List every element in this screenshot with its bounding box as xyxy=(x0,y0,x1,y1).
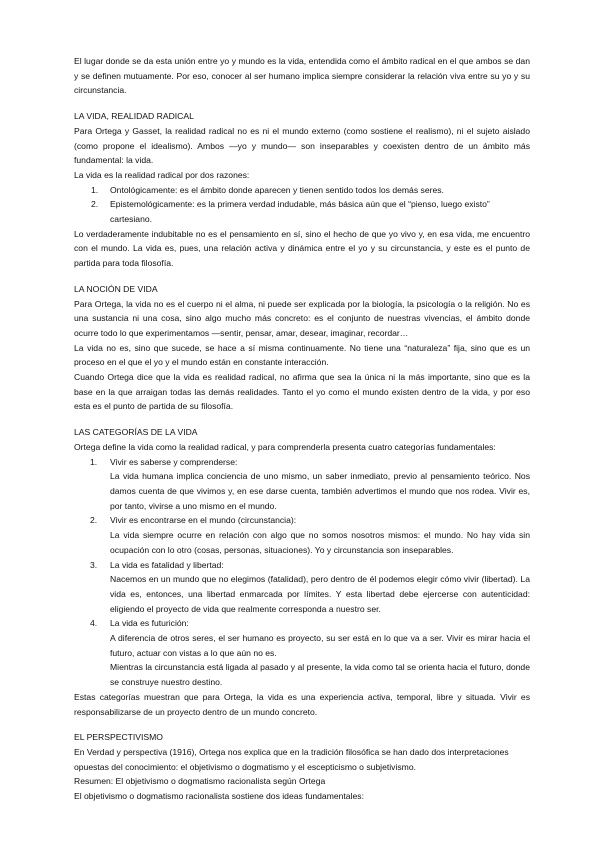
category-body: A diferencia de otros seres, el ser humano es proyecto, su ser está en lo que va a ser. Vivir es mirar hacia el futuro, actuar con vistas a lo que aún no es. xyxy=(110,633,530,658)
category-head: La vida es fatalidad y libertad: xyxy=(110,559,224,570)
section-title-nocion-de-vida: LA NOCIÓN DE VIDA xyxy=(74,283,158,294)
paragraph: Estas categorías muestran que para Ortega, la vida es una experiencia activa, temporal, libre y situada. Vivir es responsabilizarse de un proyecto dentro de un mundo concreto. xyxy=(74,691,530,717)
category-head: La vida es futurición: xyxy=(110,618,189,629)
paragraph: Cuando Ortega dice que la vida es realidad radical, no afirma que sea la única ni la más importante, sino que es la base en la que arraigan todas las demás realidades. Tanto el yo como el mundo existen dentro de la vida, y por eso esta es el punto de partida de su filosofía. xyxy=(74,372,530,412)
section-title-vida-realidad-radical: LA VIDA, REALIDAD RADICAL xyxy=(74,111,194,122)
paragraph: Resumen: El objetivismo o dogmatismo racionalista según Ortega xyxy=(74,776,326,787)
category-body: La vida siempre ocurre en relación con algo que no somos nosotros mismos: el mundo. No hay vida sin ocupación con lo otro (cosas, personas, situaciones). Yo y circunstancia son inseparables. xyxy=(110,530,530,555)
list-item: 2. Epistemológicamente: es la primera verdad indudable, más básica aún que el “pienso, luego existo” cartesiano. xyxy=(91,199,490,225)
numbered-list xyxy=(74,183,530,227)
section-title-perspectivismo: EL PERSPECTIVISMO xyxy=(74,732,163,743)
category-head: Vivir es saberse y comprenderse: xyxy=(110,456,238,467)
category-item: 1. Vivir es saberse y comprenderse: La vida humana implica conciencia de uno mismo, un saber inmediato, previo al pensamiento teórico. Nos damos cuenta de que vivimos y, en ese darse cuenta, también advertimos el mundo que nos rodea. Vivir es, por tanto, vivirse a uno mismo en el mundo. xyxy=(74,455,530,514)
paragraph: El objetivismo o dogmatismo racionalista sostiene dos ideas fundamentales: xyxy=(74,791,364,802)
paragraph: La vida es la realidad radical por dos razones: xyxy=(74,169,250,180)
paragraph: La vida no es, sino que sucede, se hace a sí misma continuamente. No tiene una “naturaleza” fija, sino que es un proceso en el que el yo y el mundo están en constante interacción. xyxy=(74,342,530,368)
category-body: La vida humana implica conciencia de uno mismo, un saber inmediato, previo al pensamiento teórico. Nos damos cuenta de que vivimos y, en ese darse cuenta, también advertimos el mundo que nos rodea. Vivir es, por tanto, vivirse a uno mismo en el mundo. xyxy=(110,471,530,511)
paragraph: Ortega define la vida como la realidad radical, y para comprenderla presenta cuatro categorías fundamentales: xyxy=(74,441,496,452)
category-item: 2. Vivir es encontrarse en el mundo (circunstancia): La vida siempre ocurre en relación con algo que no somos nosotros mismos: el mundo. No hay vida sin ocupación con lo otro (cosas, personas, situaciones). Yo y circunstancia son inseparables. xyxy=(74,513,530,557)
category-item: 4. La vida es futurición: A diferencia de otros seres, el ser humano es proyecto, su ser está en lo que va a ser. Vivir es mirar hacia el futuro, actuar con vistas a lo que aún no es. Mientras la circunstancia está ligada al pasado y al presente, la vida como tal se orienta hacia el futuro, donde se construye nuestro destino. xyxy=(74,616,530,690)
paragraph: Lo verdaderamente indubitable no es el pensamiento en sí, sino el hecho de que yo vivo y, en esa vida, me encuentro con el mundo. La vida es, pues, una relación activa y dinámica entre el yo y su circunstancia, y este es el punto de partida para toda filosofía. xyxy=(74,228,530,269)
section-title-categorias: LAS CATEGORÍAS DE LA VIDA xyxy=(74,427,198,438)
document-page xyxy=(74,54,530,804)
list-item: 1. Ontológicamente: es el ámbito donde aparecen y tienen sentido todos los demás seres. xyxy=(91,184,444,195)
intro-paragraph: El lugar donde se da esta unión entre yo y mundo es la vida, entendida como el ámbito radical en el que ambos se dan y se definen mutuamente. Por eso, conocer al ser humano implica siempre considerar la relación viva entre su yo y su circunstancia. xyxy=(74,56,530,96)
category-item: 3. La vida es fatalidad y libertad: Nacemos en un mundo que no elegimos (fatalidad), pero dentro de él podemos elegir cómo vivir (libertad). La vida es, entonces, una libertad enmarcada por límites. Y esta libertad debe ejercerse con autenticidad: eligiendo el proyecto de vida que realmente corresponda a nuestro ser. xyxy=(74,558,530,617)
category-body: Nacemos en un mundo que no elegimos (fatalidad), pero dentro de él podemos elegir cómo vivir (libertad). La vida es, entonces, una libertad enmarcada por límites. Y esta libertad debe ejercerse con autenticidad: eligiendo el proyecto de vida que realmente corresponda a nuestro ser. xyxy=(110,574,530,614)
category-head: Vivir es encontrarse en el mundo (circunstancia): xyxy=(110,515,297,526)
paragraph: Para Ortega, la vida no es el cuerpo ni el alma, ni puede ser explicada por la biología, la psicología o la religión. No es una sustancia ni una cosa, sino algo mucho más concreto: es el conjunto de nuestras vivencias, el ámbito donde ocurre todo lo que experimentamos —sentir, pensar, amar, desear, imaginar, recordar… xyxy=(74,298,530,338)
category-body: Mientras la circunstancia está ligada al pasado y al presente, la vida como tal se orienta hacia el futuro, donde se construye nuestro destino. xyxy=(110,662,530,688)
categories-list xyxy=(74,455,530,690)
paragraph: Para Ortega y Gasset, la realidad radical no es ni el mundo externo (como sostiene el realismo), ni el sujeto aislado (como propone el idealismo). Ambos —yo y mundo— son inseparables y coexisten dentro de un ámbito más fundamental: la vida. xyxy=(74,125,530,166)
paragraph: En Verdad y perspectiva (1916), Ortega nos explica que en la tradición filosófica se han dado dos interpretaciones opuestas del conocimiento: el objetivismo o dogmatismo y el escepticismo o subjetivismo. xyxy=(74,746,509,772)
